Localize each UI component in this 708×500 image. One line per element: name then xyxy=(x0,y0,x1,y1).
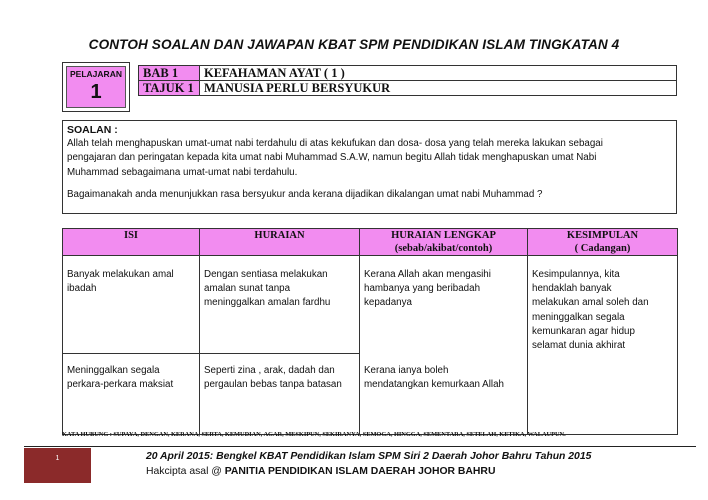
header-kesimpulan-line1: KESIMPULAN xyxy=(566,230,639,241)
header-huraian xyxy=(200,229,360,256)
header-huraian-lengkap xyxy=(360,229,528,256)
pelajaran-badge xyxy=(66,66,126,108)
bab-label: BAB 1 xyxy=(139,66,200,81)
page-number-box xyxy=(24,448,91,483)
cell-line: Meninggalkan segala xyxy=(67,365,160,376)
bab-value: KEFAHAMAN AYAT ( 1 ) xyxy=(200,66,677,81)
soalan-line: Muhammad sebagaimana umat-umat nabi terdahulu. xyxy=(67,166,298,178)
cell-line: melakukan amal soleh dan xyxy=(532,297,649,309)
soalan-line: pengajaran dan peringatan kepada kita umat nabi Muhammad S.A.W, namun begitu Allah tidak menghapuskan umat Nabi xyxy=(67,152,597,164)
footer-event-line: 20 April 2015: Bengkel KBAT Pendidikan Islam SPM Siri 2 Daerah Johor Bahru Tahun 2015 xyxy=(146,451,592,462)
cell-line: Kerana ianya boleh xyxy=(364,364,449,376)
cell-line: Banyak melakukan amal xyxy=(67,269,174,280)
pelajaran-box xyxy=(62,62,130,112)
cell-line: meninggalkan segala xyxy=(532,311,625,323)
cell-line: ibadah xyxy=(67,283,97,295)
table-header-row xyxy=(63,229,678,256)
cell-line: selamat dunia akhirat xyxy=(532,340,626,352)
header-kesimpulan xyxy=(528,229,678,256)
bab-tajuk-table xyxy=(138,65,677,96)
huraian-lengkap-cell xyxy=(360,256,528,354)
cell-line: amalan sunat tanpa xyxy=(204,283,291,295)
cell-line: hendaklah banyak xyxy=(532,283,612,295)
copyright-owner: PANITIA PENDIDIKAN ISLAM DAERAH JOHOR BAHRU xyxy=(224,466,496,477)
header-isi-text: ISI xyxy=(123,230,138,241)
header-isi xyxy=(63,229,200,256)
pelajaran-label: PELAJARAN xyxy=(70,69,122,79)
soalan-question: Bagaimanakah anda menunjukkan rasa bersyukur anda kerana dijadikan dikalangan umat nabi Muhammad ? xyxy=(67,188,543,200)
cell-line: kemunkaran agar hidup xyxy=(532,325,635,337)
footer-copyright-line xyxy=(146,466,495,477)
cell-line: Dengan sentiasa melakukan xyxy=(204,269,328,280)
table-row xyxy=(63,256,678,354)
cell-line: pergaulan bebas tanpa batasan xyxy=(204,379,342,391)
isi-cell xyxy=(63,256,200,354)
soalan-heading: SOALAN : xyxy=(67,124,118,136)
document-title: CONTOH SOALAN DAN JAWAPAN KBAT SPM PENDIDIKAN ISLAM TINGKATAN 4 xyxy=(88,37,620,52)
cell-line: mendatangkan kemurkaan Allah xyxy=(364,378,504,390)
tajuk-value: MANUSIA PERLU BERSYUKUR xyxy=(200,81,677,96)
cell-line: kepadanya xyxy=(364,297,412,309)
cell-line: Seperti zina , arak, dadah dan xyxy=(204,365,335,376)
header-lengkap-line2: (sebab/akibat/contoh) xyxy=(394,243,493,254)
pelajaran-number: 1 xyxy=(90,81,102,103)
tajuk-label: TAJUK 1 xyxy=(139,81,200,96)
cell-line: Kesimpulannya, kita xyxy=(532,269,620,280)
header-kesimpulan-line2: ( Cadangan) xyxy=(574,243,631,254)
cell-line: Kerana Allah akan mengasihi xyxy=(364,269,491,280)
cell-line: hambanya yang beribadah xyxy=(364,283,481,295)
tajuk-row xyxy=(139,81,677,96)
bab-row xyxy=(139,66,677,81)
isi-cell xyxy=(63,354,200,435)
cell-line: perkara-perkara maksiat xyxy=(67,379,174,391)
huraian-cell xyxy=(200,256,360,354)
kata-hubung-note: KATA HUBUNG : SUPAYA, DENGAN, KERANA, SERTA, KEMUDIAN, AGAR, MESKIPUN, SEKIRANYA, SEMOGA, HINGGA, SEMENTARA, SETELAH, KETIKA, WALAUPUN. xyxy=(62,431,566,438)
copyright-prefix: Hakcipta asal @ xyxy=(146,466,225,477)
soalan-line: Allah telah menghapuskan umat-umat nabi terdahulu di atas kekufukan dan dosa- dosa yang telah mereka lakukan sebagai xyxy=(67,138,603,150)
footer-divider xyxy=(24,446,696,447)
answer-table xyxy=(62,228,678,435)
page-number: 1 xyxy=(55,455,60,462)
header-lengkap-line1: HURAIAN LENGKAP xyxy=(391,230,496,241)
huraian-cell xyxy=(200,354,360,435)
huraian-lengkap-cell xyxy=(360,354,528,435)
cell-line: meninggalkan amalan fardhu xyxy=(204,297,331,309)
soalan-box xyxy=(62,120,677,214)
header-huraian-text: HURAIAN xyxy=(254,230,305,241)
kesimpulan-cell xyxy=(528,256,678,435)
